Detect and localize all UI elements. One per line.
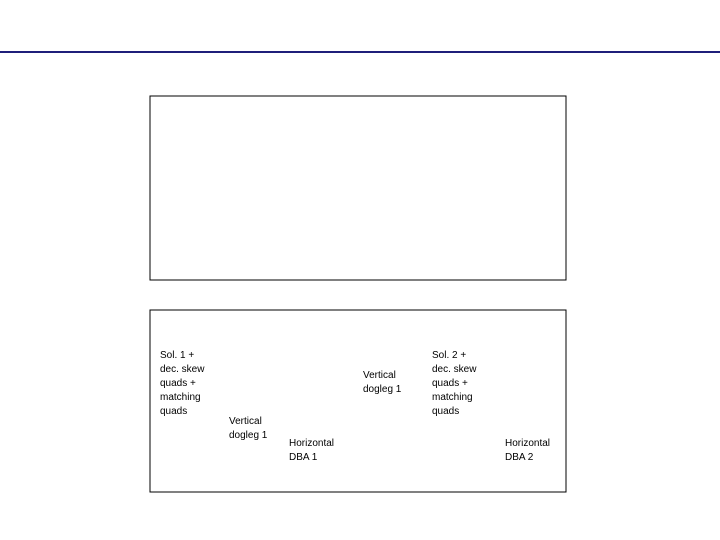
annotation-horizontal-dba-1: Horizontal DBA 1 xyxy=(289,438,335,463)
orbit-plot-frame xyxy=(150,310,566,492)
orbit-chart xyxy=(150,310,566,492)
optics-chart xyxy=(150,96,566,280)
optics-plot-frame xyxy=(150,96,566,280)
annotation-vertical-dogleg-1a: Vertical dogleg 1 xyxy=(229,416,268,441)
annotation-sol1: Sol. 1 + dec. skew quads + matching quads xyxy=(160,350,205,417)
annotation-sol2: Sol. 2 + dec. skew quads + matching quads xyxy=(432,350,477,417)
annotation-vertical-dogleg-1b: Vertical dogleg 1 xyxy=(363,370,402,395)
annotation-horizontal-dba-2: Horizontal DBA 2 xyxy=(505,438,551,463)
